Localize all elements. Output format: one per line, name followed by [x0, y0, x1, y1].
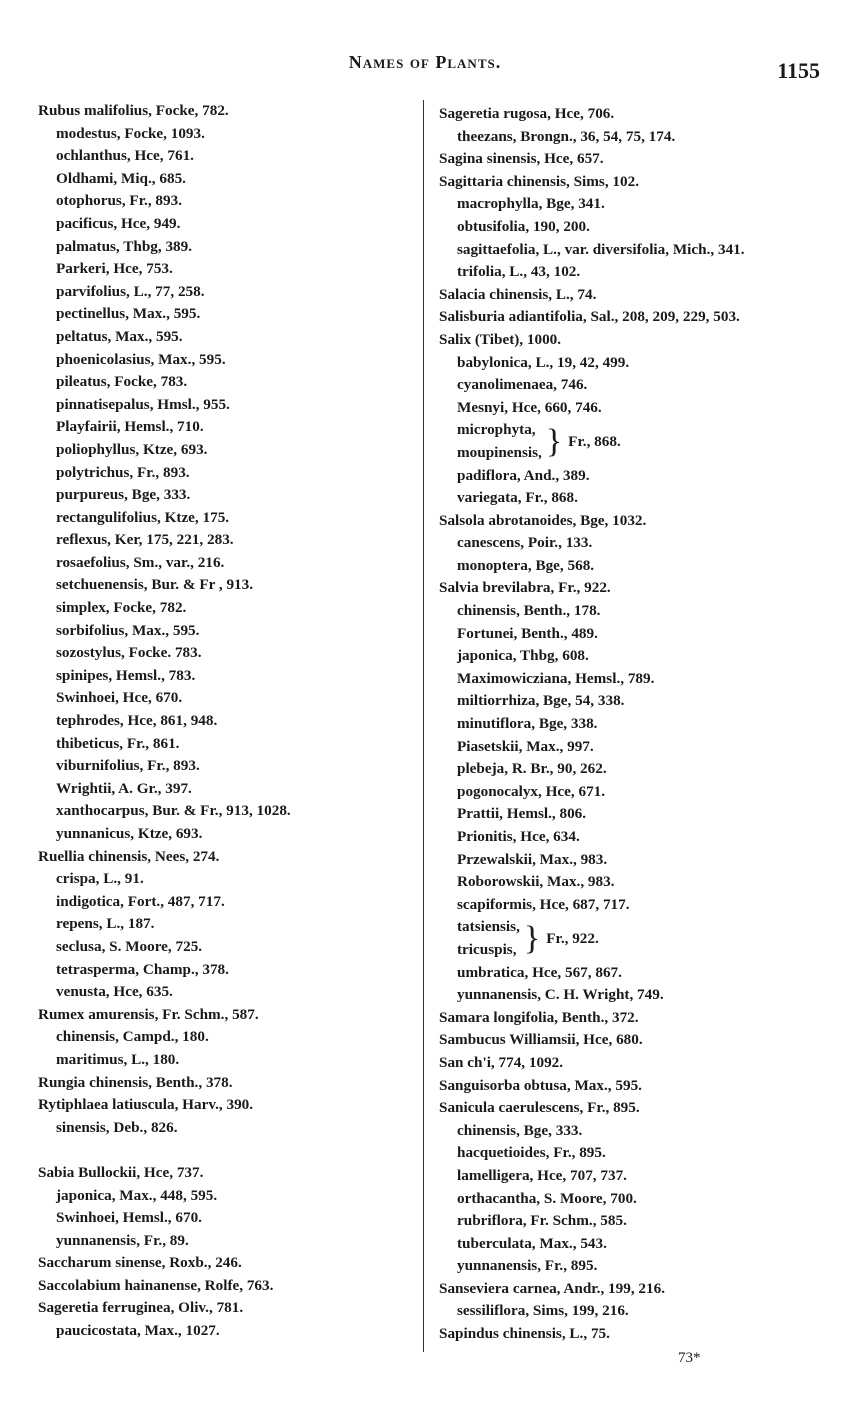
index-subentry: ochlanthus, Hce, 761. [56, 147, 194, 165]
index-subentry: polytrichus, Fr., 893. [56, 463, 190, 481]
right-column [439, 103, 839, 1346]
index-subentry: Prionitis, Hce, 634. [457, 828, 580, 845]
index-subentry: crispa, L., 91. [56, 870, 144, 888]
column-divider [423, 100, 424, 1352]
index-entry: Saccharum sinense, Roxb., 246. [38, 1254, 242, 1272]
index-entry: Samara longifolia, Benth., 372. [439, 1008, 639, 1026]
index-entry: Salix (Tibet), 1000. [439, 330, 562, 348]
index-subentry: japonica, Max., 448, 595. [56, 1186, 218, 1204]
index-subentry: variegata, Fr., 868. [457, 489, 578, 507]
braced-entry-group [439, 916, 839, 961]
index-entry: tricuspis, [457, 940, 517, 958]
index-entry: Sapindus chinensis, L., 75. [439, 1325, 610, 1343]
index-entry: Salisburia adiantifolia, Sal., 208, 209, 229, 503. [439, 308, 740, 326]
index-entry: Ruellia chinensis, Nees, 274. [38, 847, 220, 865]
index-subentry: simplex, Focke, 782. [56, 599, 187, 617]
index-subentry: obtusifolia, 190, 200. [457, 217, 590, 235]
index-entry: Salvia brevilabra, Fr., 922. [439, 579, 611, 597]
index-subentry: macrophylla, Bge, 341. [457, 195, 605, 213]
index-subentry: modestus, Focke, 1093. [56, 124, 205, 142]
index-subentry: babylonica, L., 19, 42, 499. [457, 353, 630, 371]
index-entry: Rungia chinensis, Benth., 378. [38, 1073, 233, 1091]
shared-reference: Fr., 922. [546, 929, 599, 947]
index-entry: San ch'i, 774, 1092. [439, 1053, 564, 1071]
index-entry: Sabia Bullockii, Hce, 737. [38, 1163, 204, 1181]
index-subentry: Mesnyi, Hce, 660, 746. [457, 398, 602, 416]
index-subentry: venusta, Hce, 635. [56, 983, 173, 1001]
index-subentry: pinnatisepalus, Hmsl., 955. [56, 395, 230, 413]
left-column [38, 100, 418, 1343]
index-entry: Sanseviera carnea, Andr., 199, 216. [439, 1279, 665, 1297]
index-entry: Sagittaria chinensis, Sims, 102. [439, 172, 639, 190]
index-subentry: Roborowskii, Max., 983. [457, 873, 615, 891]
index-subentry: trifolia, L., 43, 102. [457, 263, 581, 281]
index-subentry: yunnanensis, Fr., 89. [56, 1231, 189, 1249]
index-subentry: Oldhami, Miq., 685. [56, 169, 186, 187]
index-subentry: Maximowicziana, Hemsl., 789. [457, 669, 655, 687]
index-entry: Salsola abrotanoides, Bge, 1032. [439, 511, 647, 529]
index-entry: Sanguisorba obtusa, Max., 595. [439, 1076, 642, 1094]
index-subentry: pogonocalyx, Hce, 671. [457, 782, 606, 800]
index-subentry: yunnanicus, Ktze, 693. [56, 825, 203, 842]
index-subentry: viburnifolius, Fr., 893. [56, 757, 200, 775]
signature-mark: 73* [678, 1350, 701, 1366]
index-entry: moupinensis, [457, 443, 542, 461]
index-subentry: Wrightii, A. Gr., 397. [56, 779, 192, 797]
curly-brace-icon: } [523, 919, 541, 957]
running-title: Names of Plants. [348, 52, 502, 72]
index-subentry: spinipes, Hemsl., 783. [56, 666, 196, 684]
index-subentry: setchuenensis, Bur. & Fr , 913. [56, 576, 254, 594]
index-entry: Sageretia ferruginea, Oliv., 781. [38, 1299, 244, 1317]
index-subentry: theezans, Brongn., 36, 54, 75, 174. [457, 127, 676, 145]
index-subentry: paucicostata, Max., 1027. [56, 1322, 220, 1340]
index-subentry: chinensis, Campd., 180. [56, 1028, 209, 1046]
braced-entry-group [439, 419, 839, 464]
index-subentry: hacquetioides, Fr., 895. [457, 1144, 606, 1162]
index-subentry: lamelligera, Hce, 707, 737. [457, 1166, 627, 1184]
index-subentry: minutiflora, Bge, 338. [457, 715, 598, 733]
index-subentry: parvifolius, L., 77, 258. [56, 282, 205, 300]
index-subentry: sessiliflora, Sims, 199, 216. [457, 1302, 629, 1320]
index-entry: Rytiphlaea latiuscula, Harv., 390. [38, 1096, 254, 1114]
index-subentry: palmatus, Thbg, 389. [56, 237, 193, 255]
index-subentry: tetrasperma, Champ., 378. [56, 960, 229, 978]
index-entry: Sageretia rugosa, Hce, 706. [439, 105, 615, 122]
index-subentry: monoptera, Bge, 568. [457, 556, 595, 574]
index-subentry: Parkeri, Hce, 753. [56, 260, 173, 278]
index-subentry: maritimus, L., 180. [56, 1050, 180, 1068]
index-subentry: miltiorrhiza, Bge, 54, 338. [457, 692, 625, 710]
index-entry: microphyta, [457, 421, 536, 439]
index-subentry: rubriflora, Fr. Schm., 585. [457, 1212, 627, 1230]
index-subentry: sozostylus, Focke. 783. [56, 644, 202, 662]
index-subentry: reflexus, Ker, 175, 221, 283. [56, 531, 234, 549]
index-subentry: sagittaefolia, L., var. diversifolia, Mich., 341. [457, 240, 745, 258]
index-subentry: yunnanensis, C. H. Wright, 749. [457, 986, 664, 1004]
index-subentry: thibeticus, Fr., 861. [56, 734, 180, 752]
index-subentry: Swinhoei, Hemsl., 670. [56, 1209, 202, 1227]
index-subentry: tuberculata, Max., 543. [457, 1234, 607, 1252]
index-subentry: sinensis, Deb., 826. [56, 1118, 178, 1136]
index-subentry: pacificus, Hce, 949. [56, 214, 181, 232]
index-subentry: chinensis, Bge, 333. [457, 1121, 583, 1139]
section-gap [38, 1139, 418, 1162]
index-entry: Salacia chinensis, L., 74. [439, 285, 597, 303]
index-subentry: cyanolimenaea, 746. [457, 376, 588, 394]
index-subentry: otophorus, Fr., 893. [56, 192, 183, 210]
index-subentry: Przewalskii, Max., 983. [457, 850, 608, 868]
index-entry: Sagina sinensis, Hce, 657. [439, 150, 604, 168]
index-subentry: pileatus, Focke, 783. [56, 373, 188, 391]
index-subentry: Swinhoei, Hce, 670. [56, 689, 183, 707]
index-subentry: japonica, Thbg, 608. [457, 647, 589, 665]
index-subentry: padiflora, And., 389. [457, 466, 590, 484]
index-subentry: yunnanensis, Fr., 895. [457, 1257, 598, 1275]
index-subentry: plebeja, R. Br., 90, 262. [457, 760, 607, 778]
index-subentry: chinensis, Benth., 178. [457, 602, 601, 620]
index-subentry: Prattii, Hemsl., 806. [457, 805, 587, 823]
index-subentry: tephrodes, Hce, 861, 948. [56, 712, 218, 730]
index-subentry: umbratica, Hce, 567, 867. [457, 963, 622, 981]
index-subentry: canescens, Poir., 133. [457, 534, 593, 552]
index-subentry: phoenicolasius, Max., 595. [56, 350, 226, 368]
index-subentry: scapiformis, Hce, 687, 717. [457, 895, 630, 913]
index-entry: Sanicula caerulescens, Fr., 895. [439, 1099, 640, 1117]
index-entry: Rubus malifolius, Focke, 782. [38, 102, 229, 119]
index-subentry: repens, L., 187. [56, 915, 155, 933]
index-subentry: rosaefolius, Sm., var., 216. [56, 553, 225, 571]
index-entry: Rumex amurensis, Fr. Schm., 587. [38, 1005, 259, 1023]
index-subentry: peltatus, Max., 595. [56, 327, 183, 345]
index-subentry: rectangulifolius, Ktze, 175. [56, 508, 230, 526]
index-subentry: seclusa, S. Moore, 725. [56, 937, 203, 955]
index-subentry: Playfairii, Hemsl., 710. [56, 418, 204, 436]
index-subentry: poliophyllus, Ktze, 693. [56, 440, 208, 458]
index-subentry: indigotica, Fort., 487, 717. [56, 892, 225, 910]
index-subentry: purpureus, Bge, 333. [56, 486, 191, 504]
page-number: 1155 [777, 58, 820, 83]
index-entry: tatsiensis, [457, 918, 520, 936]
index-subentry: Piasetskii, Max., 997. [457, 737, 594, 755]
index-entry: Saccolabium hainanense, Rolfe, 763. [38, 1276, 274, 1294]
index-subentry: xanthocarpus, Bur. & Fr., 913, 1028. [56, 802, 291, 820]
index-subentry: Fortunei, Benth., 489. [457, 624, 598, 642]
index-subentry: sorbifolius, Max., 595. [56, 621, 200, 639]
index-subentry: pectinellus, Max., 595. [56, 305, 201, 323]
curly-brace-icon: } [545, 422, 563, 460]
shared-reference: Fr., 868. [568, 432, 621, 450]
index-subentry: orthacantha, S. Moore, 700. [457, 1189, 637, 1207]
index-entry: Sambucus Williamsii, Hce, 680. [439, 1031, 643, 1049]
